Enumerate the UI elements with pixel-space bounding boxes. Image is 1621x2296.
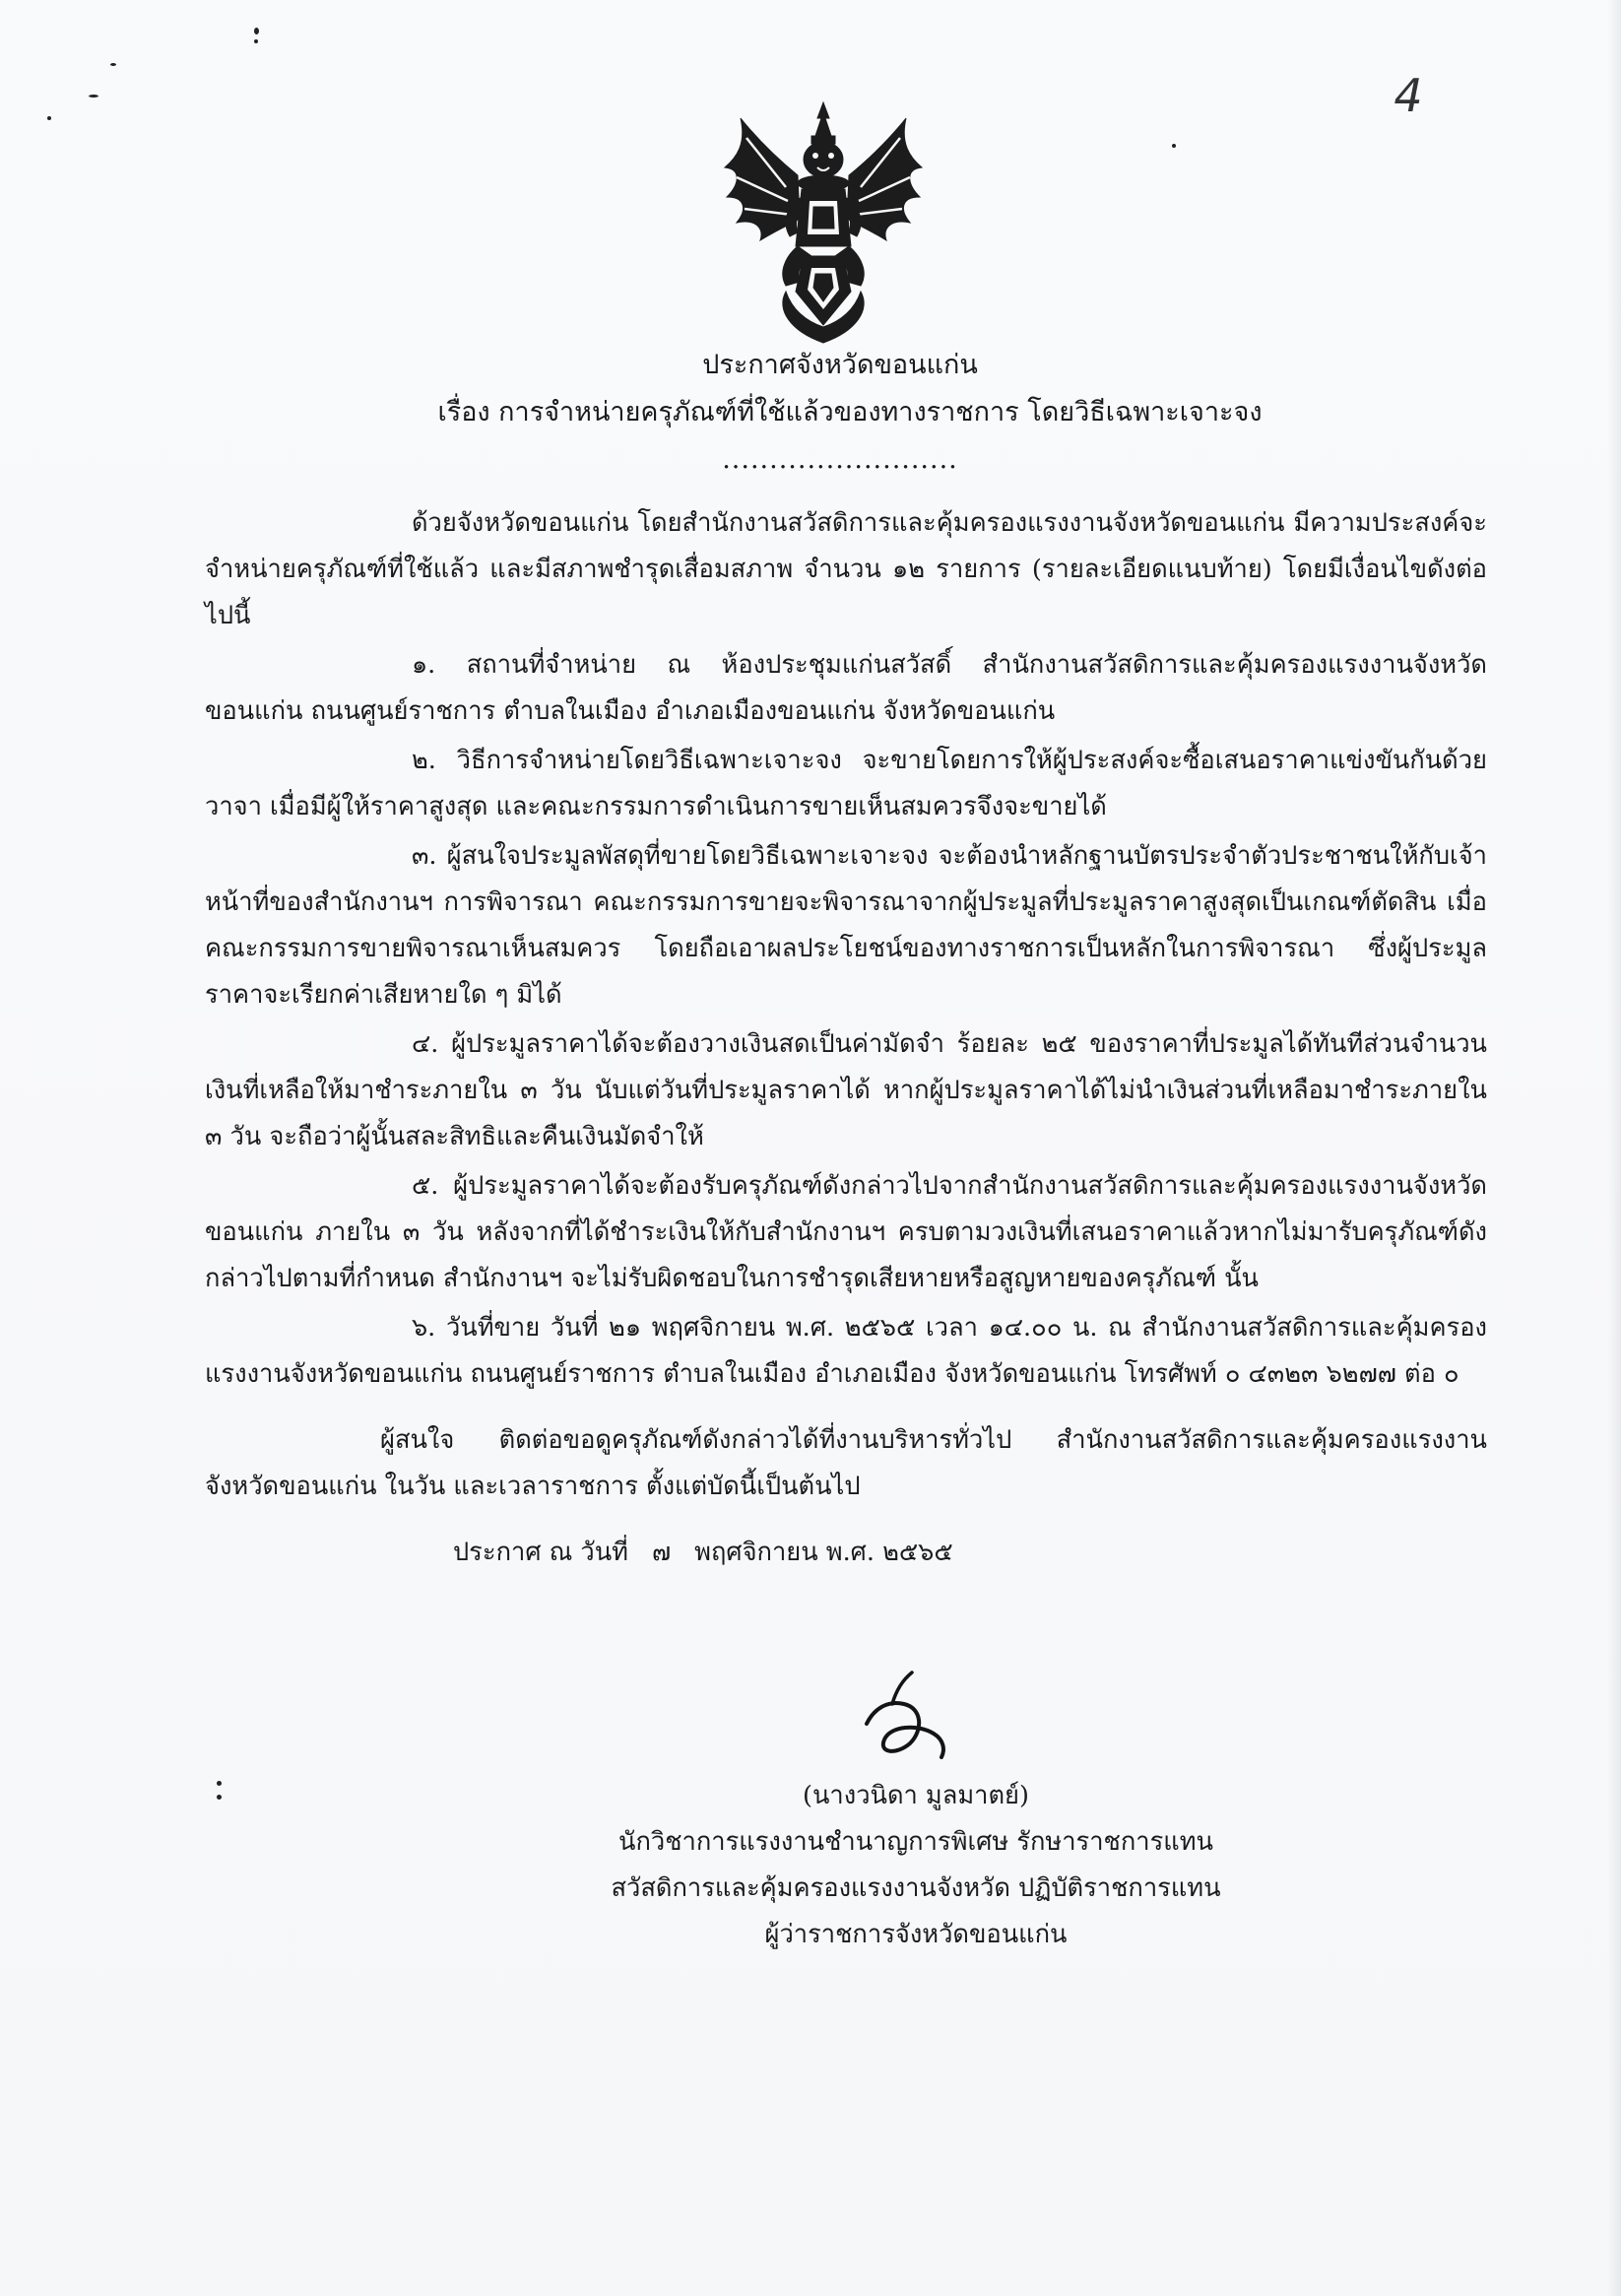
announce-day: ๗ <box>651 1538 672 1567</box>
announce-prefix: ประกาศ ณ วันที่ <box>453 1538 628 1567</box>
condition-item-6: ๖. วันที่ขาย วันที่ ๒๑ พฤศจิกายน พ.ศ. ๒๕๖๕ เวลา ๑๔.๐๐ น. ณ สำนักงานสวัสดิการและคุ้มครองแรงงานจังหวัดขอนแก่น ถนนศูนย์ราชการ ตำบลในเมือง อำเภอเมือง จังหวัดขอนแก่น โทรศัพท์ ๐ ๔๓๒๓ ๖๒๗๗ ต่อ ๐ <box>205 1313 1487 1389</box>
condition-item-3: ๓. ผู้สนใจประมูลพัสดุที่ขายโดยวิธีเฉพาะเจาะจง จะต้องนำหลักฐานบัตรประจำตัวประชาชนให้กับเจ้าหน้าที่ของสำนักงานฯ การพิจารณา คณะกรรมการขายจะพิจารณาจากผู้ประมูลที่ประมูลราคาสูงสุดเป็นเกณฑ์ตัดสิน เมื่อคณะกรรมการขายพิจารณาเห็นสมควร โดยถือเอาผลประโยชน์ของทางราชการเป็นหลักในการพิจารณา ซึ่งผู้ประมูลราคาจะเรียกค่าเสียหายใด ๆ มิได้ <box>205 841 1487 1010</box>
condition-item-5: ๕. ผู้ประมูลราคาได้จะต้องรับครุภัณฑ์ดังกล่าวไปจากสำนักงานสวัสดิการและคุ้มครองแรงงานจังหวัดขอนแก่น ภายใน ๓ วัน หลังจากที่ได้ชำระเงินให้กับสำนักงานฯ ครบตามวงเงินที่เสนอราคาแล้วหากไม่มารับครุภัณฑ์ดังกล่าวไปตามที่กำหนด สำนักงานฯ จะไม่รับผิดชอบในการชำรุดเสียหายหรือสูญหายของครุภัณฑ์ นั้น <box>205 1171 1487 1293</box>
page-edge-shadow <box>1607 0 1621 2296</box>
condition-item-4: ๔. ผู้ประมูลราคาได้จะต้องวางเงินสดเป็นค่ามัดจำ ร้อยละ ๒๕ ของราคาที่ประมูลได้ทันทีส่วนจำนวนเงินที่เหลือให้มาชำระภายใน ๓ วัน นับแต่วันที่ประมูลราคาได้ หากผู้ประมูลราคาได้ไม่นำเงินส่วนที่เหลือมาชำระภายใน ๓ วัน จะถือว่าผู้นั้นสละสิทธิและคืนเงินมัดจำให้ <box>205 1029 1487 1151</box>
condition-item-1: ๑. สถานที่จำหน่าย ณ ห้องประชุมแก่นสวัสดิ์ สำนักงานสวัสดิการและคุ้มครองแรงงานจังหวัดขอนแก่น ถนนศูนย์ราชการ ตำบลในเมือง อำเภอเมืองขอนแก่น จังหวัดขอนแก่น <box>205 650 1487 726</box>
announcement-date <box>205 1530 1487 1576</box>
garuda-emblem-icon <box>717 98 930 347</box>
scan-speck <box>110 63 116 66</box>
signatory-position-2: สวัสดิการและคุ้มครองแรงงานจังหวัด ปฏิบัติราชการแทน <box>611 1873 1221 1903</box>
handwritten-page-number: 4 <box>1394 69 1423 122</box>
scan-speck <box>1172 144 1176 148</box>
scan-speck <box>254 28 259 34</box>
announce-month-year: พฤศจิกายน พ.ศ. ๒๕๖๕ <box>694 1538 953 1567</box>
handwritten-signature <box>827 1665 995 1773</box>
signatory-name: (นางวนิดา มูลมาตย์) <box>803 1781 1029 1810</box>
announcement-subject: เรื่อง การจำหน่ายครุภัณฑ์ที่ใช้แล้วของทางราชการ โดยวิธีเฉพาะเจาะจง <box>437 397 1263 427</box>
signatory-position-3: ผู้ว่าราชการจังหวัดขอนแก่น <box>764 1920 1068 1949</box>
contact-paragraph: ผู้สนใจ ติดต่อขอดูครุภัณฑ์ดังกล่าวได้ที่งานบริหารทั่วไป สำนักงานสวัสดิการและคุ้มครองแรงงานจังหวัดขอนแก่น ในวัน และเวลาราชการ ตั้งแต่บัดนี้เป็นต้นไป <box>205 1425 1487 1501</box>
scan-speck <box>217 1795 222 1800</box>
title-separator: ......................... <box>722 444 958 475</box>
announcement-title: ประกาศจังหวัดขอนแก่น <box>702 350 978 380</box>
scan-speck <box>89 95 98 98</box>
scan-speck <box>254 39 258 43</box>
condition-item-2: ๒. วิธีการจำหน่ายโดยวิธีเฉพาะเจาะจง จะขายโดยการให้ผู้ประสงค์จะซื้อเสนอราคาแข่งขันกันด้วยวาจา เมื่อมีผู้ให้ราคาสูงสุด และคณะกรรมการดำเนินการขายเห็นสมควรจึงจะขายได้ <box>205 746 1487 821</box>
announcement-body <box>205 500 1487 1579</box>
signatory-position-1: นักวิชาการแรงงานชำนาญการพิเศษ รักษาราชการแทน <box>618 1827 1213 1857</box>
intro-paragraph: ด้วยจังหวัดขอนแก่น โดยสำนักงานสวัสดิการและคุ้มครองแรงงานจังหวัดขอนแก่น มีความประสงค์จะจำหน่ายครุภัณฑ์ที่ใช้แล้ว และมีสภาพชำรุดเสื่อมสภาพ จำนวน ๑๒ รายการ (รายละเอียดแนบท้าย) โดยมีเงื่อนไขดังต่อไปนี้ <box>205 508 1487 630</box>
scan-speck <box>217 1781 222 1786</box>
scan-speck <box>47 116 51 120</box>
signatory-block <box>571 1773 1261 1958</box>
